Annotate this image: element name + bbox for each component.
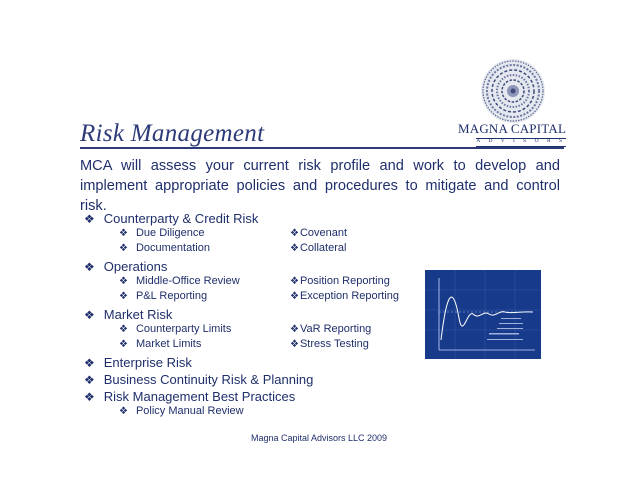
diamond-bullet-icon: ❖ (84, 356, 95, 370)
sub-list-item (119, 290, 207, 302)
diamond-bullet-icon: ❖ (84, 390, 95, 404)
diamond-bullet-icon: ❖ (290, 291, 299, 302)
list-item-label: Operations (103, 259, 168, 274)
sub-list-item (290, 242, 346, 254)
company-seal-icon (480, 58, 546, 124)
list-item-label: Exception Reporting (299, 290, 400, 302)
sub-list-item (290, 275, 390, 287)
list-item-label: Policy Manual Review (135, 404, 244, 417)
diamond-bullet-icon: ❖ (290, 339, 299, 350)
sub-list-item (119, 323, 231, 335)
list-item-label: Covenant (299, 226, 348, 239)
logo-subline: A D V I S O R S (476, 138, 566, 144)
diamond-bullet-icon: ❖ (84, 260, 95, 274)
list-item-label: Market Limits (135, 338, 202, 350)
diamond-bullet-icon: ❖ (119, 405, 128, 417)
intro-paragraph: MCA will assess your current risk profile and work to develop and implement appropriate policies and procedures to mitigate and control risk. (80, 158, 560, 214)
list-item-label: Position Reporting (299, 274, 390, 287)
list-item (84, 259, 167, 274)
sub-list-item (290, 323, 371, 335)
list-item-label: Documentation (135, 242, 210, 254)
diamond-bullet-icon: ❖ (119, 339, 128, 350)
list-item-label: Counterparty & Credit Risk (103, 211, 259, 226)
list-item-label: Collateral (299, 242, 347, 254)
diamond-bullet-icon: ❖ (119, 275, 128, 287)
list-item-label: Due Diligence (135, 226, 205, 239)
diamond-bullet-icon: ❖ (119, 243, 128, 254)
list-item-label: Middle-Office Review (135, 274, 240, 287)
sub-list-item (119, 227, 204, 239)
list-item (84, 307, 172, 322)
diamond-bullet-icon: ❖ (84, 212, 95, 226)
list-item (84, 355, 192, 370)
list-item (84, 211, 258, 226)
diamond-bullet-icon: ❖ (290, 243, 299, 254)
sub-list-item (290, 338, 369, 350)
sub-list-item (290, 290, 399, 302)
diamond-bullet-icon: ❖ (290, 323, 299, 335)
sub-list-item (119, 338, 201, 350)
company-logo (458, 58, 566, 144)
sub-list-item (290, 227, 347, 239)
diamond-bullet-icon: ❖ (84, 373, 95, 387)
list-item-label: Risk Management Best Practices (103, 389, 296, 404)
diamond-bullet-icon: ❖ (119, 291, 128, 302)
list-item-label: Stress Testing (299, 338, 369, 350)
list-item-label: Counterparty Limits (135, 322, 232, 335)
page-title: Risk Management (80, 120, 265, 147)
list-item-label: Enterprise Risk (103, 355, 192, 370)
title-rule (80, 147, 564, 149)
diamond-bullet-icon: ❖ (119, 323, 128, 335)
stock-chart-illustration (425, 270, 541, 359)
logo-brand: MAGNA CAPITAL (458, 121, 567, 136)
sub-list-item (119, 405, 244, 417)
sub-list-item (119, 275, 240, 287)
list-item (84, 372, 313, 387)
diamond-bullet-icon: ❖ (290, 275, 299, 287)
sub-list-item (119, 242, 210, 254)
footer-text: Magna Capital Advisors LLC 2009 (250, 433, 388, 443)
list-item-label: Business Continuity Risk & Planning (103, 372, 314, 387)
list-item-label: VaR Reporting (299, 322, 372, 335)
list-item-label: P&L Reporting (135, 290, 208, 302)
list-item-label: Market Risk (103, 307, 173, 322)
diamond-bullet-icon: ❖ (119, 227, 128, 239)
diamond-bullet-icon: ❖ (290, 227, 299, 239)
list-item (84, 389, 295, 404)
diamond-bullet-icon: ❖ (84, 308, 95, 322)
